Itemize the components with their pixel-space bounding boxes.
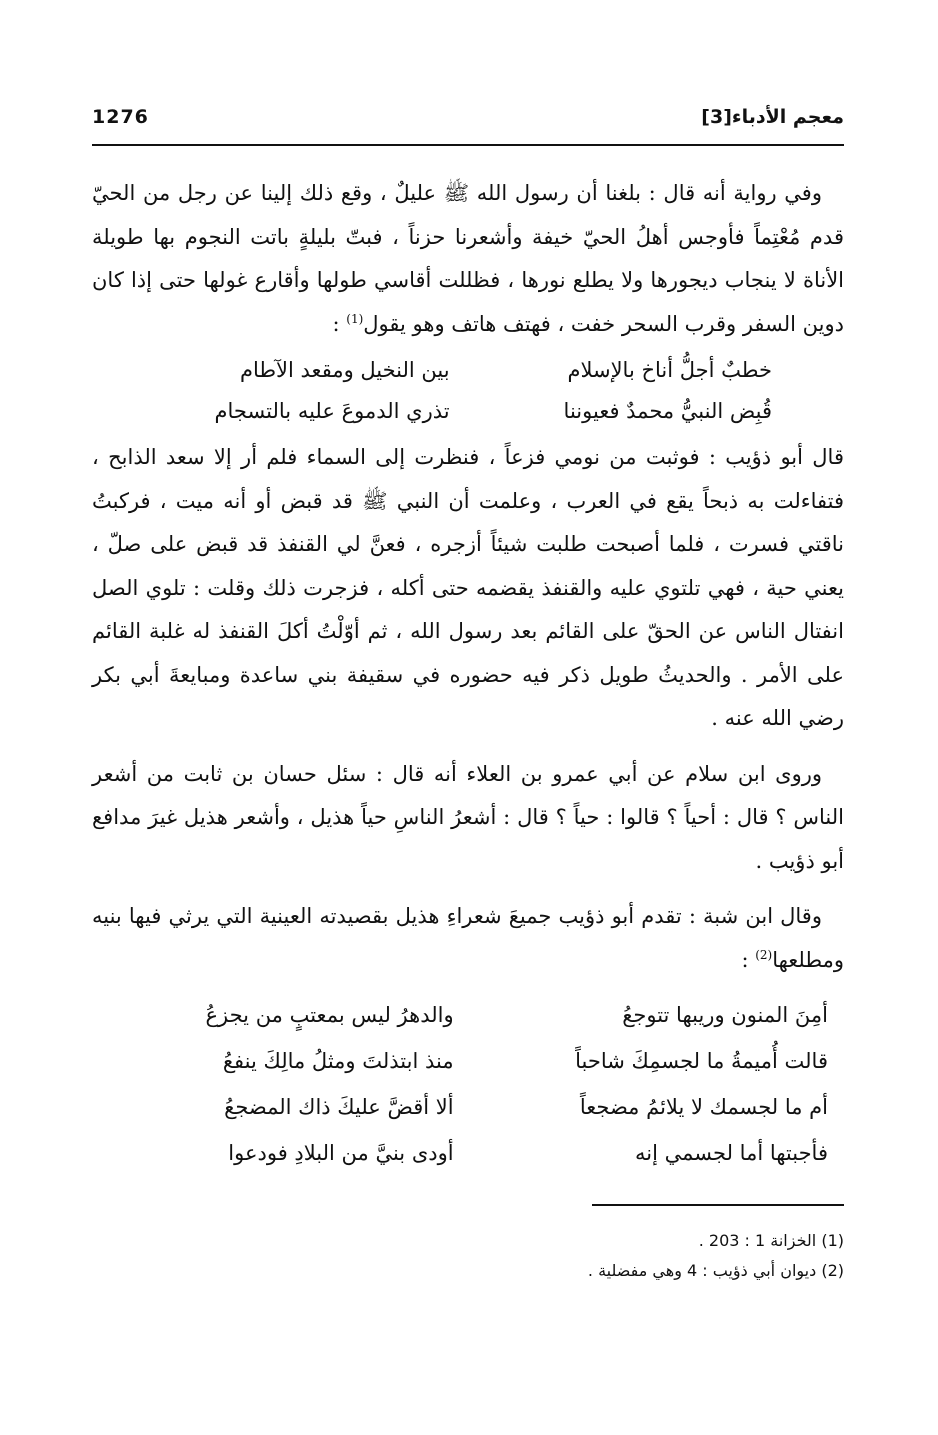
paragraph-4-text: وقال ابن شبة : تقدم أبو ذؤيب جميعَ شعراءِ هذيل بقصيدته العينية التي يرثي فيها بنيه ومطلعها	[92, 904, 844, 972]
verse-line	[152, 391, 772, 432]
verse-second-hemistich: تذري الدموعَ عليه بالتسجام	[214, 399, 450, 423]
page-body	[92, 172, 844, 1180]
paragraph-1-text: وفي رواية أنه قال : بلغنا أن رسول الله ﷺ عليلٌ ، وقع ذلك إلينا عن رجل من الحيّ قدم مُعْتِماً فأوجس أهلُ الحيّ خيفة وأشعرنا حزناً ، فبتّ بليلةٍ باتت النجوم بها طويلة الأناة لا ينجاب ديجورها ولا يطلع نورها ، فظللت أقاسي طولها وأقارع غولها حتى إذا كان دوين السفر وقرب السحر خفت ، فهتف هاتف وهو يقول	[92, 181, 844, 336]
verse-first-hemistich: قالت أُميمةُ ما لجسمِكَ شاحباً	[575, 1049, 828, 1073]
verse-line	[108, 1084, 828, 1130]
verse-line	[108, 1130, 828, 1176]
verse-line	[108, 992, 828, 1038]
paragraph-2: قال أبو ذؤيب : فوثبت من نومي فزعاً ، فنظرت إلى السماء فلم أر إلا سعد الذابح ، فتفاءلت به ذبحاً يقع في العرب ، وعلمت أن النبي ﷺ قد قبض أو أنه ميت ، فركبتُ ناقتي فسرت ، فلما أصبحت طلبت شيئاً أزجره ، فعنَّ لي القنفذ قد قبض على صلّ ، يعني حية ، فهي تلتوي عليه والقنفذ يقضمه حتى أكله ، فزجرت ذلك وقلت : تلوي الصل انفتال الناس عن الحقّ على القائم بعد رسول الله ، ثم أوّلْتُ أكلَ القنفذ له غلبة القائم على الأمر . والحديثُ طويل ذكر فيه حضوره في سقيفة بني ساعدة ومبايعةَ أبي بكر رضي الله عنه .	[92, 445, 844, 730]
verse-first-hemistich: خطبٌ أجلُّ أناخ بالإسلام	[567, 358, 772, 382]
verse-second-hemistich: ألا أقضَّ عليكَ ذاك المضجعُ	[224, 1095, 454, 1119]
page-number: 1276	[92, 106, 149, 128]
footnote-ref-2: (2)	[755, 947, 773, 962]
verse-line	[152, 350, 772, 391]
footnote-1: (1) الخزانة 1 : 203 .	[698, 1231, 844, 1250]
verse-first-hemistich: فأجبتها أما لجسمي إنه	[635, 1141, 828, 1165]
poem-1	[92, 350, 844, 432]
footnotes	[92, 1226, 844, 1286]
paragraph-1	[92, 172, 844, 346]
verse-first-hemistich: أم ما لجسمك لا يلائمُ مضجعاً	[579, 1095, 828, 1119]
verse-first-hemistich: أمِنَ المنون وريبها تتوجعُ	[622, 1003, 828, 1027]
verse-first-hemistich: قُبِض النبيُّ محمدٌ فعيوننا	[563, 399, 772, 423]
paragraph-4-end: :	[741, 947, 756, 972]
verse-second-hemistich: بين النخيل ومقعد الآطام	[239, 358, 450, 382]
running-title: معجم الأدباء[3]	[701, 106, 844, 128]
verse-second-hemistich: منذ ابتذلتَ ومثلُ مالِكَ ينفعُ	[222, 1049, 454, 1073]
poem-2	[92, 992, 844, 1176]
verse-line	[108, 1038, 828, 1084]
paragraph-4	[92, 895, 844, 982]
footnote-ref-1: (1)	[346, 311, 364, 326]
paragraph-1-end: :	[332, 311, 347, 336]
verse-second-hemistich: أودى بنيَّ من البلادِ فودعوا	[228, 1141, 454, 1165]
page-header	[92, 104, 844, 146]
footnote-2: (2) ديوان أبي ذؤيب : 4 وهي مفضلية .	[587, 1261, 844, 1280]
paragraph-3: وروى ابن سلام عن أبي عمرو بن العلاء أنه قال : سئل حسان بن ثابت من أشعر الناس ؟ قال : أحياً ؟ قالوا : حياً ؟ قال : أشعرُ الناسِ حياً هذيل ، وأشعر هذيل غيرَ مدافع أبو ذؤيب .	[92, 761, 844, 873]
footnote-divider	[592, 1204, 844, 1206]
verse-second-hemistich: والدهرُ ليس بمعتبٍ من يجزعُ	[205, 1003, 454, 1027]
